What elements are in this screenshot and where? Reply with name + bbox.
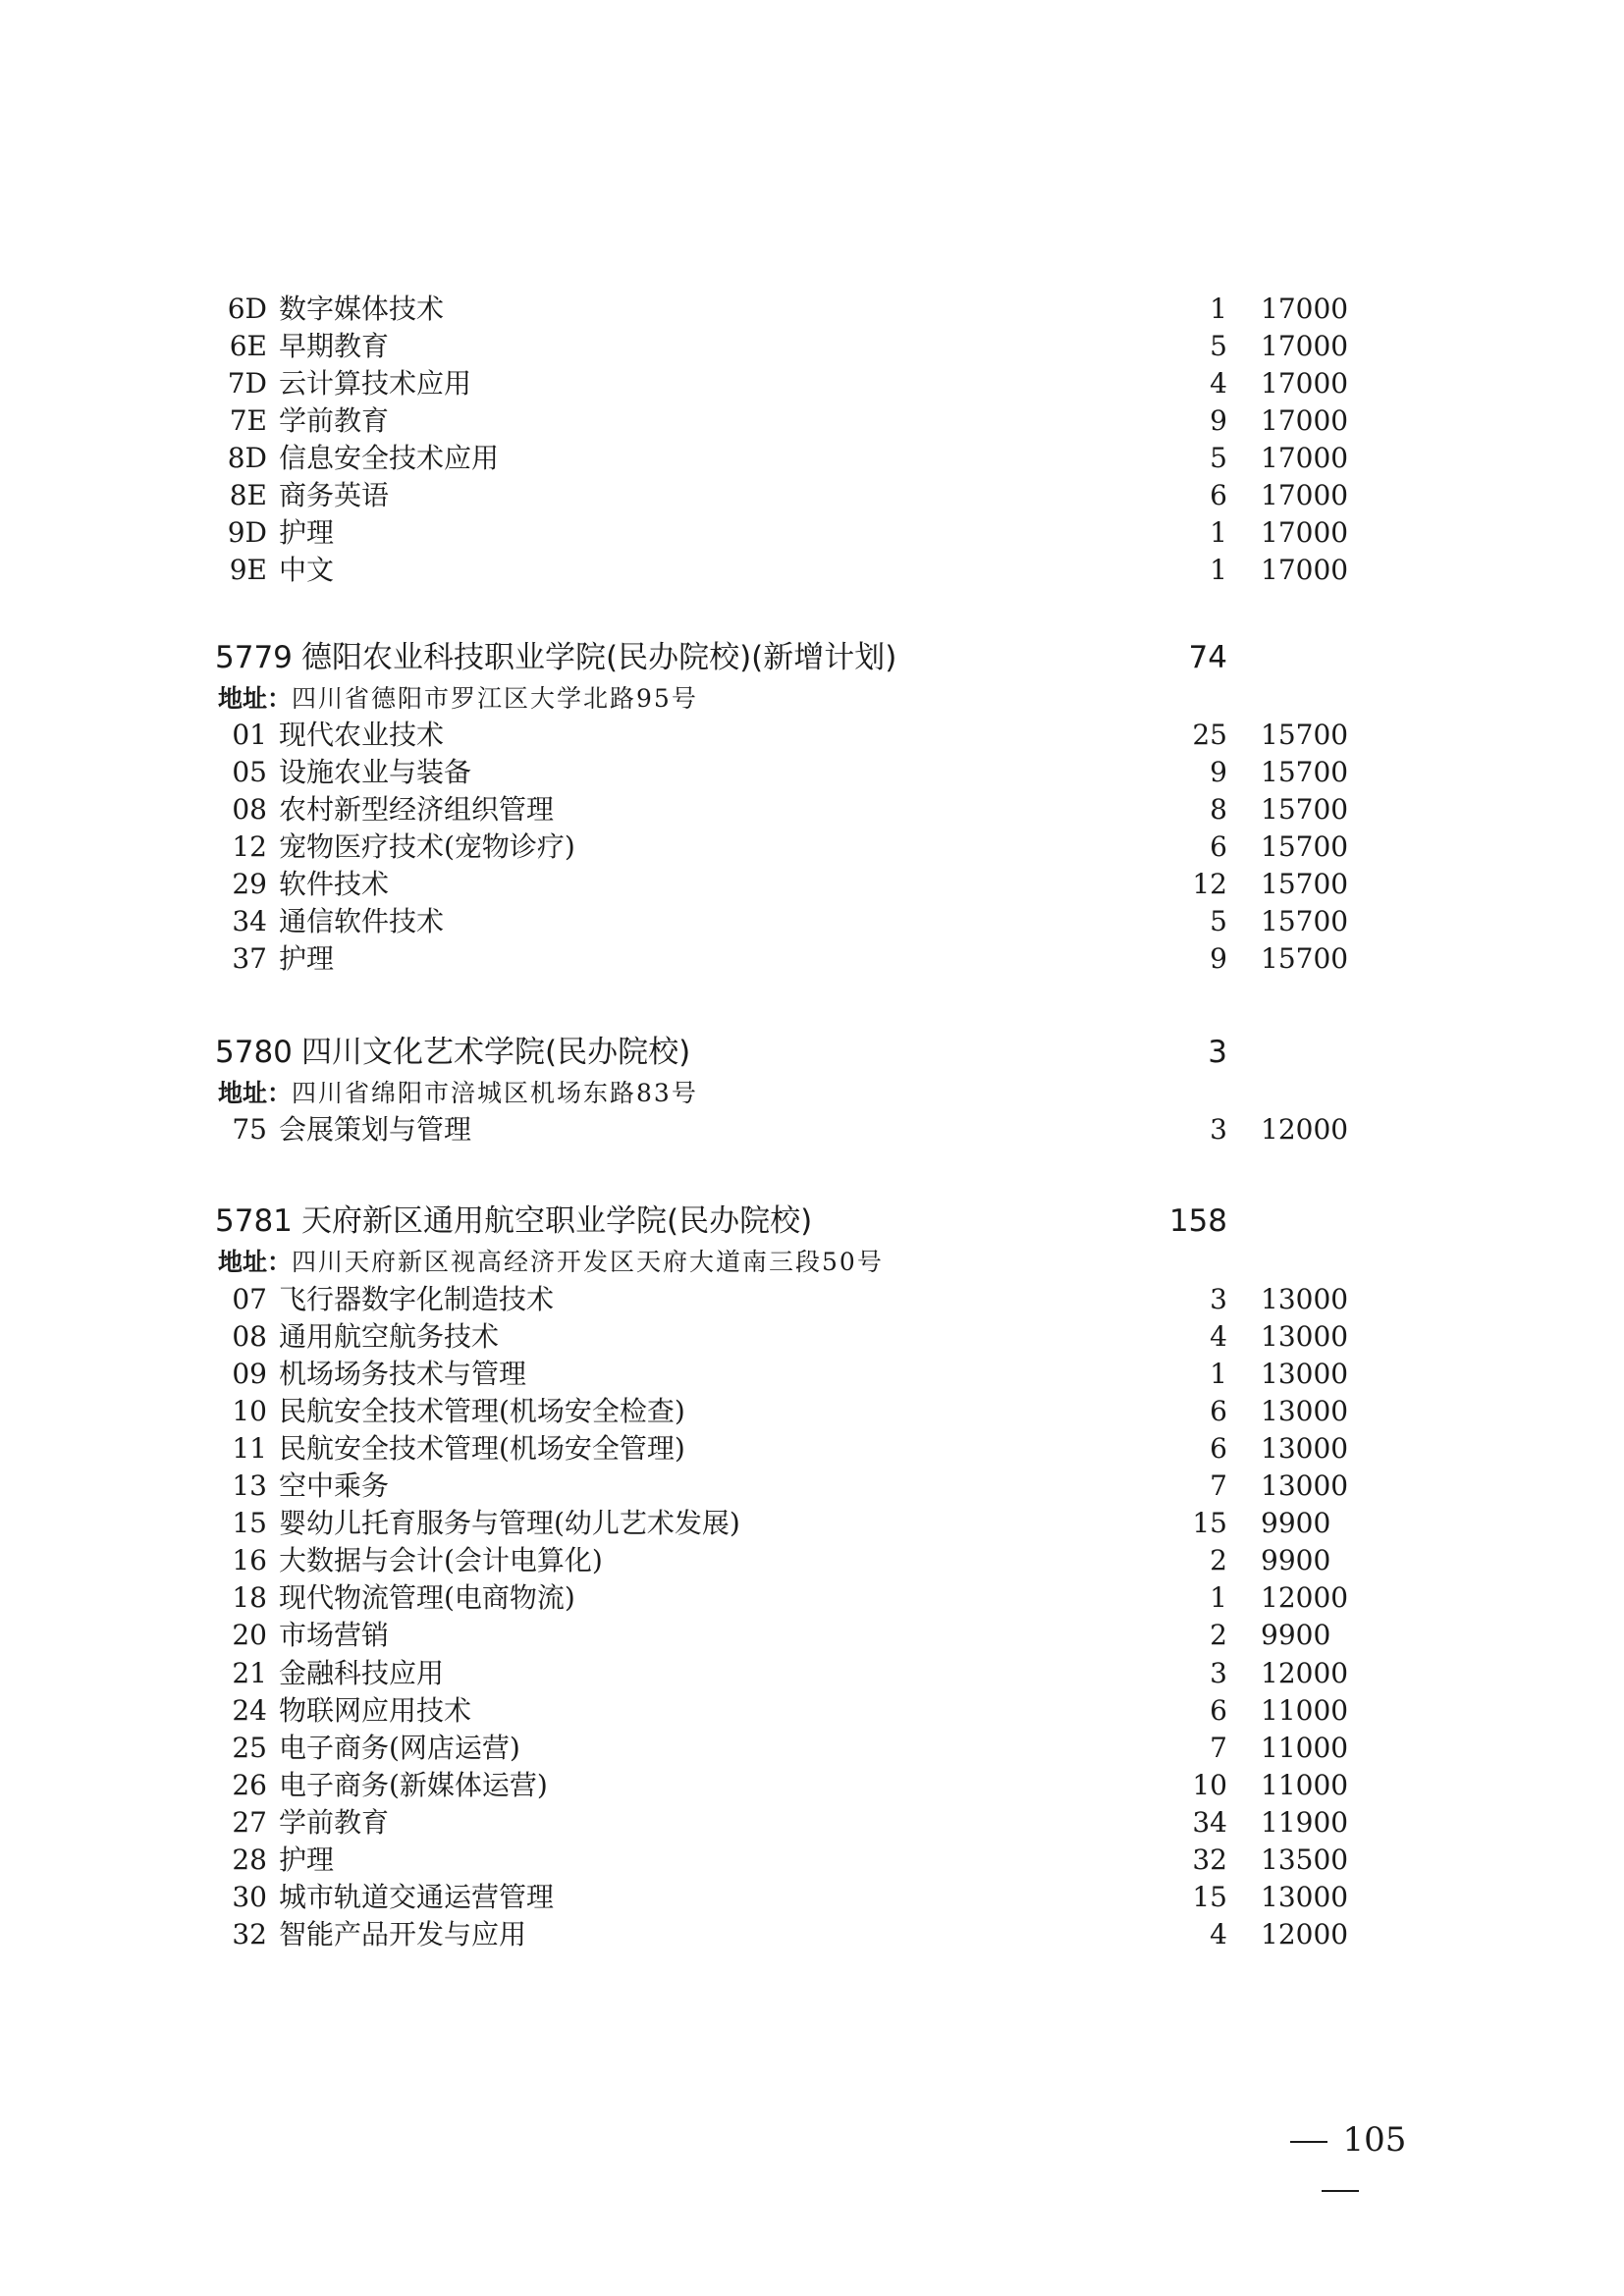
program-code: 11 <box>232 1432 267 1465</box>
program-row <box>0 365 1624 402</box>
program-row <box>0 717 1624 754</box>
program-row <box>0 1111 1624 1148</box>
program-count: 6 <box>1210 479 1227 511</box>
program-row <box>0 514 1624 552</box>
program-code: 8D <box>227 442 267 474</box>
program-row <box>0 866 1624 903</box>
address-value: 四川天府新区视高经济开发区天府大道南三段50号 <box>292 1248 884 1276</box>
program-name: 机场场务技术与管理 <box>279 1358 527 1390</box>
program-row <box>0 791 1624 828</box>
program-name: 设施农业与装备 <box>279 756 472 788</box>
program-count: 2 <box>1210 1544 1227 1576</box>
program-fee: 13500 <box>1261 1843 1349 1876</box>
program-count: 2 <box>1210 1619 1227 1651</box>
program-fee: 12000 <box>1261 1657 1349 1689</box>
program-count: 9 <box>1210 404 1227 437</box>
program-row <box>0 552 1624 589</box>
page-number-left-dash <box>1290 2141 1327 2143</box>
institution-address <box>218 1245 884 1280</box>
program-code: 9D <box>227 516 267 549</box>
program-name: 城市轨道交通运营管理 <box>279 1881 555 1913</box>
program-name: 民航安全技术管理(机场安全检查) <box>279 1395 685 1427</box>
program-fee: 9900 <box>1261 1507 1331 1539</box>
program-code: 6E <box>229 330 267 362</box>
program-row <box>0 1579 1624 1617</box>
program-count: 9 <box>1210 756 1227 788</box>
program-row <box>0 1430 1624 1468</box>
address-value: 四川省德阳市罗江区大学北路95号 <box>292 684 698 713</box>
institution-header <box>0 1200 1624 1243</box>
program-row <box>0 903 1624 940</box>
program-code: 09 <box>232 1358 267 1390</box>
program-row <box>0 291 1624 328</box>
program-code: 10 <box>232 1395 267 1427</box>
program-name: 学前教育 <box>279 1806 390 1839</box>
program-fee: 13000 <box>1261 1395 1349 1427</box>
program-fee: 15700 <box>1261 830 1349 863</box>
institution-name: 四川文化艺术学院(民办院校) <box>301 1035 691 1070</box>
program-fee: 15700 <box>1261 719 1349 751</box>
program-fee: 15700 <box>1261 756 1349 788</box>
program-count: 8 <box>1210 793 1227 826</box>
institution-total: 3 <box>1208 1035 1227 1070</box>
program-name: 市场营销 <box>279 1619 390 1651</box>
program-row <box>0 1617 1624 1654</box>
program-code: 37 <box>232 942 267 975</box>
program-name: 商务英语 <box>279 479 390 511</box>
program-count: 1 <box>1210 1358 1227 1390</box>
program-name: 大数据与会计(会计电算化) <box>279 1544 603 1576</box>
program-row <box>0 1468 1624 1505</box>
page-number-value: 105 <box>1342 2120 1407 2160</box>
program-name: 智能产品开发与应用 <box>279 1918 527 1950</box>
program-code: 16 <box>232 1544 267 1576</box>
program-code: 9E <box>229 554 267 586</box>
program-code: 18 <box>232 1581 267 1614</box>
institution-code: 5781 <box>215 1203 293 1239</box>
program-code: 7E <box>229 404 267 437</box>
program-fee: 13000 <box>1261 1432 1349 1465</box>
program-row <box>0 1842 1624 1879</box>
program-count: 12 <box>1192 868 1227 900</box>
program-count: 4 <box>1210 1320 1227 1353</box>
program-row <box>0 1281 1624 1318</box>
program-fee: 9900 <box>1261 1544 1331 1576</box>
program-fee: 11000 <box>1261 1732 1349 1764</box>
program-code: 26 <box>232 1769 267 1801</box>
program-name: 电子商务(网店运营) <box>279 1732 520 1764</box>
institution-address <box>218 1076 698 1111</box>
program-fee: 11000 <box>1261 1769 1349 1801</box>
institution-name: 天府新区通用航空职业学院(民办院校) <box>301 1203 813 1239</box>
program-count: 3 <box>1210 1657 1227 1689</box>
program-code: 29 <box>232 868 267 900</box>
program-code: 13 <box>232 1469 267 1502</box>
program-code: 21 <box>232 1657 267 1689</box>
program-code: 6D <box>227 293 267 325</box>
program-count: 25 <box>1192 719 1227 751</box>
program-name: 宠物医疗技术(宠物诊疗) <box>279 830 575 863</box>
program-name: 信息安全技术应用 <box>279 442 500 474</box>
institution-code: 5780 <box>215 1035 293 1070</box>
program-fee: 17000 <box>1261 516 1349 549</box>
program-row <box>0 1767 1624 1804</box>
program-row <box>0 328 1624 365</box>
program-name: 中文 <box>279 554 335 586</box>
program-name: 通用航空航务技术 <box>279 1320 500 1353</box>
program-name: 金融科技应用 <box>279 1657 445 1689</box>
program-count: 5 <box>1210 905 1227 937</box>
address-value: 四川省绵阳市涪城区机场东路83号 <box>292 1079 698 1107</box>
program-fee: 12000 <box>1261 1581 1349 1614</box>
program-code: 7D <box>227 367 267 400</box>
program-row <box>0 940 1624 978</box>
program-count: 15 <box>1192 1881 1227 1913</box>
program-code: 24 <box>232 1694 267 1727</box>
program-count: 15 <box>1192 1507 1227 1539</box>
program-row <box>0 1730 1624 1767</box>
program-row <box>0 1916 1624 1953</box>
program-fee: 17000 <box>1261 554 1349 586</box>
program-row <box>0 1655 1624 1692</box>
program-code: 08 <box>232 793 267 826</box>
program-code: 08 <box>232 1320 267 1353</box>
address-label: 地址： <box>218 1079 293 1107</box>
program-name: 飞行器数字化制造技术 <box>279 1283 555 1315</box>
program-fee: 17000 <box>1261 404 1349 437</box>
program-name: 护理 <box>279 942 335 975</box>
program-name: 早期教育 <box>279 330 390 362</box>
program-count: 6 <box>1210 830 1227 863</box>
program-row <box>0 1393 1624 1430</box>
program-name: 会展策划与管理 <box>279 1113 472 1146</box>
page-number-right-dash <box>1322 2190 1359 2192</box>
program-fee: 12000 <box>1261 1918 1349 1950</box>
program-count: 10 <box>1192 1769 1227 1801</box>
program-count: 34 <box>1192 1806 1227 1839</box>
program-count: 6 <box>1210 1694 1227 1727</box>
program-code: 8E <box>229 479 267 511</box>
program-name: 通信软件技术 <box>279 905 445 937</box>
program-code: 75 <box>232 1113 267 1146</box>
program-count: 5 <box>1210 442 1227 474</box>
address-label: 地址： <box>218 1248 293 1276</box>
program-code: 05 <box>232 756 267 788</box>
program-row <box>0 1692 1624 1730</box>
program-fee: 15700 <box>1261 942 1349 975</box>
program-row <box>0 1804 1624 1842</box>
institution-header <box>0 636 1624 679</box>
program-name: 民航安全技术管理(机场安全管理) <box>279 1432 685 1465</box>
program-count: 1 <box>1210 516 1227 549</box>
program-fee: 15700 <box>1261 905 1349 937</box>
program-fee: 17000 <box>1261 367 1349 400</box>
program-name: 现代农业技术 <box>279 719 445 751</box>
program-code: 34 <box>232 905 267 937</box>
program-name: 学前教育 <box>279 404 390 437</box>
program-name: 物联网应用技术 <box>279 1694 472 1727</box>
institution-header <box>0 1031 1624 1074</box>
institution-code: 5779 <box>215 640 293 675</box>
program-fee: 17000 <box>1261 293 1349 325</box>
program-name: 软件技术 <box>279 868 390 900</box>
program-fee: 17000 <box>1261 442 1349 474</box>
program-count: 32 <box>1192 1843 1227 1876</box>
program-count: 1 <box>1210 554 1227 586</box>
program-row <box>0 1542 1624 1579</box>
program-count: 1 <box>1210 1581 1227 1614</box>
program-name: 护理 <box>279 516 335 549</box>
institution-address <box>218 681 698 717</box>
program-name: 云计算技术应用 <box>279 367 472 400</box>
program-row <box>0 1879 1624 1916</box>
program-fee: 11900 <box>1261 1806 1349 1839</box>
program-code: 30 <box>232 1881 267 1913</box>
program-count: 9 <box>1210 942 1227 975</box>
program-name: 婴幼儿托育服务与管理(幼儿艺术发展) <box>279 1507 740 1539</box>
program-fee: 11000 <box>1261 1694 1349 1727</box>
program-count: 7 <box>1210 1732 1227 1764</box>
program-code: 12 <box>232 830 267 863</box>
program-fee: 13000 <box>1261 1283 1349 1315</box>
program-count: 3 <box>1210 1283 1227 1315</box>
program-fee: 12000 <box>1261 1113 1349 1146</box>
program-fee: 13000 <box>1261 1469 1349 1502</box>
program-row <box>0 754 1624 791</box>
program-row <box>0 1356 1624 1393</box>
program-row <box>0 402 1624 440</box>
program-fee: 15700 <box>1261 793 1349 826</box>
program-name: 数字媒体技术 <box>279 293 445 325</box>
program-code: 20 <box>232 1619 267 1651</box>
program-count: 7 <box>1210 1469 1227 1502</box>
program-fee: 13000 <box>1261 1358 1349 1390</box>
program-fee: 17000 <box>1261 479 1349 511</box>
program-row <box>0 477 1624 514</box>
program-count: 4 <box>1210 1918 1227 1950</box>
institution-total: 158 <box>1168 1203 1227 1239</box>
program-fee: 15700 <box>1261 868 1349 900</box>
program-name: 电子商务(新媒体运营) <box>279 1769 548 1801</box>
program-count: 6 <box>1210 1395 1227 1427</box>
program-row <box>0 828 1624 866</box>
program-fee: 13000 <box>1261 1320 1349 1353</box>
program-code: 25 <box>232 1732 267 1764</box>
program-row <box>0 1318 1624 1356</box>
program-name: 农村新型经济组织管理 <box>279 793 555 826</box>
program-fee: 13000 <box>1261 1881 1349 1913</box>
institution-name: 德阳农业科技职业学院(民办院校)(新增计划) <box>301 640 897 675</box>
program-fee: 9900 <box>1261 1619 1331 1651</box>
program-code: 32 <box>232 1918 267 1950</box>
program-count: 1 <box>1210 293 1227 325</box>
program-count: 6 <box>1210 1432 1227 1465</box>
program-code: 07 <box>232 1283 267 1315</box>
program-code: 15 <box>232 1507 267 1539</box>
program-name: 现代物流管理(电商物流) <box>279 1581 575 1614</box>
program-fee: 17000 <box>1261 330 1349 362</box>
program-row <box>0 440 1624 477</box>
program-count: 3 <box>1210 1113 1227 1146</box>
program-count: 4 <box>1210 367 1227 400</box>
institution-total: 74 <box>1188 640 1227 675</box>
program-row <box>0 1505 1624 1542</box>
program-count: 5 <box>1210 330 1227 362</box>
address-label: 地址： <box>218 684 293 713</box>
program-name: 空中乘务 <box>279 1469 390 1502</box>
program-code: 01 <box>232 719 267 751</box>
program-code: 28 <box>232 1843 267 1876</box>
program-code: 27 <box>232 1806 267 1839</box>
program-name: 护理 <box>279 1843 335 1876</box>
page-number <box>1247 2115 1434 2164</box>
